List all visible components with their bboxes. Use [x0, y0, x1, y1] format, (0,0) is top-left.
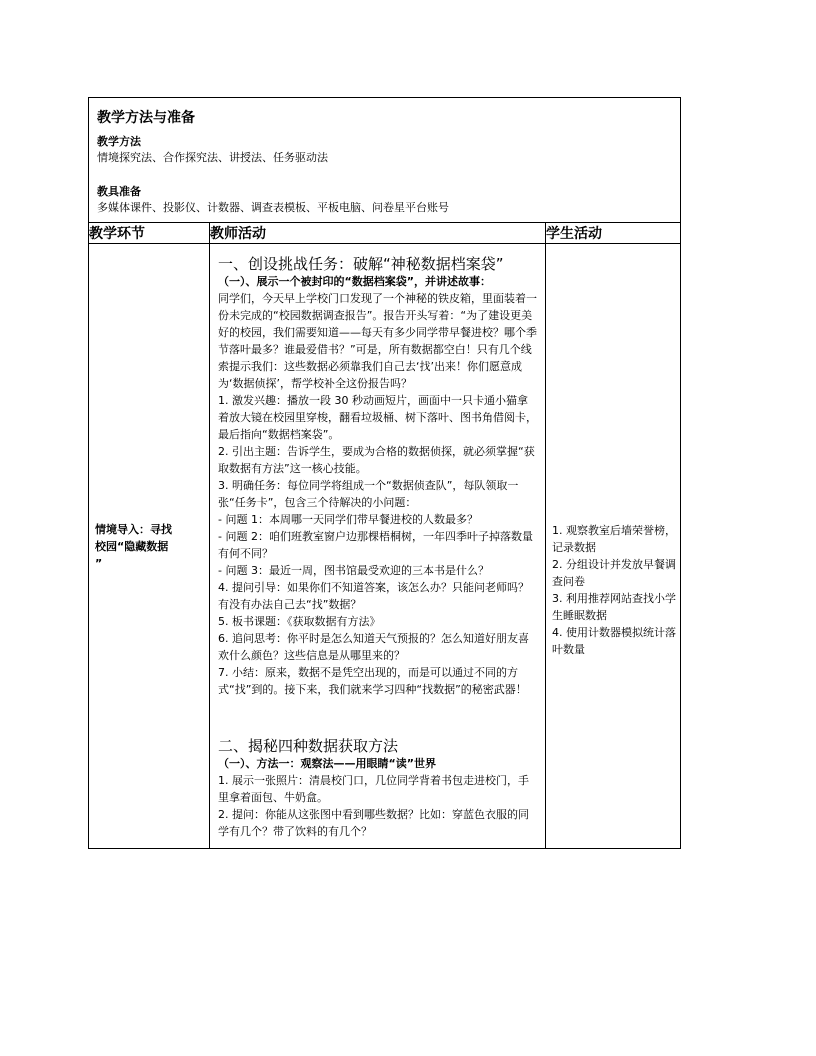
tools-text: 多媒体课件、投影仪、计数器、调查表模板、平板电脑、问卷星平台账号 [97, 201, 449, 214]
part1-subtitle: （一）、展示一个被封印的“数据档案袋”，并讲述故事： [218, 275, 491, 288]
lesson-plan-table [88, 97, 681, 849]
methods-row [89, 98, 681, 223]
header-row [89, 223, 681, 244]
teacher-item: 4. 提问引导：如果你们不知道答案，该怎么办？只能问老师吗？有没有办法自己去“找”数据？ [218, 581, 529, 611]
methods-text: 情境探究法、合作探究法、讲授法、任务驱动法 [97, 151, 328, 164]
part2-title: 二、揭秘四种数据获取方法 [218, 737, 399, 755]
teacher-item: - 问题 1：本周哪一天同学们带早餐进校的人数最多？ [218, 513, 478, 526]
teacher-item: 3. 明确任务：每位同学将组成一个“数据侦查队”，每队领取一张“任务卡”，包含三个待解决的小问题： [218, 479, 519, 509]
student-item: 2. 分组设计并发放早餐调查问卷 [552, 558, 676, 588]
content-row [89, 244, 681, 849]
preparation-block [89, 132, 680, 222]
teacher-activity-cell [210, 244, 546, 849]
tools-label: 教具准备 [97, 185, 141, 198]
teacher-item: 2. 提问：你能从这张图中看到哪些数据？比如：穿蓝色衣服的同学有几个？带了饮料的有几个？ [218, 808, 529, 838]
student-item: 3. 利用推荐网站查找小学生睡眠数据 [552, 592, 676, 622]
teacher-item: 6. 追问思考：你平时是怎么知道天气预报的？怎么知道好朋友喜欢什么颜色？这些信息是从哪里来的？ [218, 632, 529, 662]
teacher-item: 1. 激发兴趣：播放一段 30 秒动画短片，画面中一只卡通小猫拿着放大镜在校园里穿梭，翻看垃圾桶、树下落叶、图书角借阅卡，最后指向“数据档案袋”。 [218, 394, 537, 441]
methods-cell [89, 98, 681, 223]
teacher-item: 5. 板书课题：《获取数据有方法》 [218, 615, 381, 628]
stage-line: 校园“隐藏数据 [95, 539, 169, 553]
part1-title: 一、创设挑战任务：破解“神秘数据档案袋” [218, 255, 504, 273]
teacher-item: 1. 展示一张照片：清晨校门口，几位同学背着书包走进校门，手里拿着面包、牛奶盒。 [218, 774, 529, 804]
stage-line: 情境导入：寻找 [95, 522, 172, 536]
section-title: 教学方法与准备 [97, 110, 195, 126]
teacher-item: 2. 引出主题：告诉学生，要成为合格的数据侦探，就必须掌握“获取数据有方法”这一核心技能。 [218, 445, 535, 475]
header-teacher: 教师活动 [210, 223, 546, 244]
header-student: 学生活动 [546, 223, 681, 244]
part2-subtitle: （一）、方法一：观察法——用眼睛“读”世界 [218, 757, 436, 770]
teacher-item: 7. 小结：原来，数据不是凭空出现的，而是可以通过不同的方式“找”到的。接下来，我们就来学习四种“找数据”的秘密武器！ [218, 666, 527, 696]
teacher-item: - 问题 2：咱们班教室窗户边那棵梧桐树，一年四季叶子掉落数量有何不同？ [218, 530, 533, 560]
stage-line: ” [95, 556, 103, 570]
student-item: 4. 使用计数器模拟统计落叶数量 [552, 626, 676, 656]
methods-label: 教学方法 [97, 135, 141, 148]
student-activity-cell [546, 244, 681, 849]
stage-cell [89, 244, 210, 849]
story-text: 同学们，今天早上学校门口发现了一个神秘的铁皮箱，里面装着一份未完成的“校园数据调查报告”。报告开头写着：“为了建设更美好的校园，我们需要知道——每天有多少同学带早餐进校？哪个季节落叶最多？谁最爱借书？”可是，所有数据都空白！只有几个线索提示我们：这些数据必须靠我们自己去‘找’出来！你们愿意成为‘数据侦探’，帮学校补全这份报告吗？ [218, 292, 537, 390]
student-item: 1. 观察教室后墙荣誉榜，记录数据 [552, 524, 676, 554]
teacher-item: - 问题 3：最近一周，图书馆最受欢迎的三本书是什么？ [218, 564, 489, 577]
header-stage: 教学环节 [89, 223, 210, 244]
